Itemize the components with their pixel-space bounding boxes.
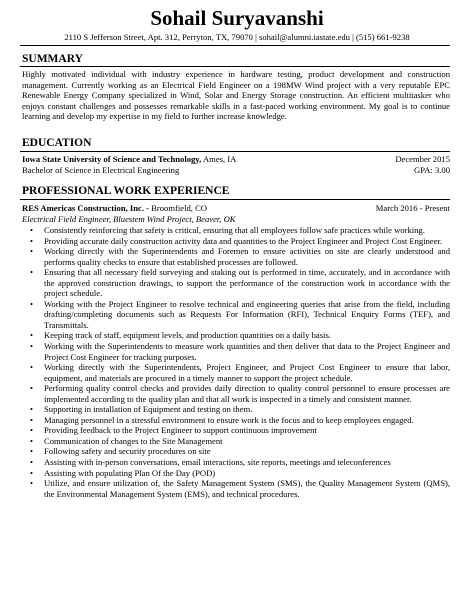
bullet-text: Performing quality control checks and provides daily direction to quality control personnel to ensure processes are implemented according to the quality plan and that all work is inspected in a timely and consistent manner. (44, 383, 450, 404)
summary-text: Highly motivated individual with industry experience in hardware testing, product development and construction management. Currently working as an Electrical Field Engineer on a 198MW Wind project with a very reputable EPC Renewable Energy Company specialized in Wind, Solar and Energy Storage construction. An efficient multitasker who enjoys constant challenges and possesses remarkable skills in a fast-paced working environment. My goal is to continue learning and develop my expertise in my field to further increase knowledge. (22, 69, 450, 122)
degree: Bachelor of Science in Electrical Engineering (22, 165, 180, 175)
gpa: GPA: 3.00 (414, 165, 450, 175)
candidate-name: Sohail Suryavanshi (150, 6, 324, 30)
bullet-icon: • (30, 457, 34, 468)
bullet-text: Managing personnel in a stressful environment to ensure work is the focus and to keep employees engaged. (44, 414, 414, 425)
bullet-text: Working with the Superintendents to measure work quantities and then deliver that data to the Project Engineer and Project Cost Engineer for tracking purposes. (44, 341, 450, 362)
bullet-icon: • (30, 383, 34, 394)
experience-bullet (22, 246, 450, 267)
header-divider (20, 45, 450, 46)
bullet-text: Consistently reinforcing that safety is critical, ensuring that all employees follow safe practices while working. (44, 225, 425, 235)
experience-bullet (22, 425, 450, 436)
bullet-text: Working with the Project Engineer to resolve technical and engineering queries that arise from the field, including drafting/completing documents such as Requests For Information (RFI), Technical Enquiry Forms (TEF), and Transmittals. (44, 298, 450, 330)
bullet-icon: • (30, 341, 34, 352)
education-divider (20, 151, 450, 152)
experience-bullet (22, 415, 450, 426)
experience-bullets (22, 225, 450, 499)
bullet-text: Utilize, and ensure utilization of, the Safety Management System (SMS), the Quality Management System (QMS), the Environmental Management System (EMS), and technical procedures. (44, 478, 450, 499)
bullet-text: Working directly with the Superintendents, Project Engineer, and Project Cost Engineer to ensure that labor, equipment, and materials are procured in a timely manner to support the project schedule. (44, 362, 450, 383)
experience-bullet (22, 457, 450, 468)
education-heading: EDUCATION (22, 137, 92, 149)
education-school-row (22, 154, 450, 165)
experience-bullet (22, 478, 450, 499)
experience-bullet (22, 299, 450, 331)
employer-location: Broomfield, CO (149, 203, 208, 213)
bullet-icon: • (30, 225, 34, 235)
experience-bullet (22, 446, 450, 457)
bullet-text: Providing feedback to the Project Engineer to support continuous improvement (44, 425, 317, 436)
contact-line: 2110 S Jefferson Street, Apt. 312, Perryton, TX, 79070 | sohail@alumni.iastate.edu | (515) 661-9238 (64, 32, 410, 42)
bullet-icon: • (30, 235, 34, 246)
experience-heading: PROFESSIONAL WORK EXPERIENCE (22, 185, 230, 197)
school-location: Ames, IA (201, 154, 237, 164)
bullet-text: Providing accurate daily construction activity data and quantities to the Project Engineer and Project Cost Engineer. (44, 235, 443, 246)
experience-bullet (22, 404, 450, 415)
education-degree-row (22, 165, 450, 176)
job-title: Electrical Field Engineer, Bluestem Wind Project, Beaver, OK (22, 214, 236, 224)
graduation-date: December 2015 (395, 154, 450, 164)
bullet-icon: • (30, 404, 34, 415)
bullet-icon: • (30, 446, 34, 457)
employer-name: RES Americas Construction, Inc. - (22, 203, 149, 213)
bullet-text: Ensuring that all necessary field surveying and staking out is performed in time, accurately, and in accordance with the approved construction drawings, to support the performance of the construction work in accordance with the project schedule. (44, 267, 450, 299)
experience-bullet (22, 341, 450, 362)
bullet-icon: • (30, 246, 34, 257)
experience-bullet (22, 236, 450, 247)
employer-row (22, 203, 450, 214)
bullet-icon: • (30, 362, 34, 373)
experience-divider (20, 199, 450, 200)
experience-bullet (22, 267, 450, 299)
experience-bullet (22, 225, 450, 236)
summary-heading: SUMMARY (22, 53, 83, 65)
bullet-icon: • (30, 425, 34, 436)
experience-bullet (22, 436, 450, 447)
bullet-text: Assisting with in-person conversations, email interactions, site reports, meetings and teleconferences (44, 457, 391, 468)
bullet-text: Keeping track of staff, equipment levels, and production quantities on a daily basis. (44, 330, 331, 341)
bullet-icon: • (30, 467, 34, 478)
bullet-text: Supporting in installation of Equipment and testing on them. (44, 404, 253, 415)
summary-divider (20, 66, 450, 67)
experience-bullet (22, 330, 450, 341)
bullet-icon: • (30, 414, 34, 425)
experience-bullet (22, 362, 450, 383)
bullet-text: Following safety and security procedures on site (44, 446, 211, 457)
bullet-icon: • (30, 298, 34, 309)
experience-bullet (22, 383, 450, 404)
bullet-icon: • (30, 435, 34, 446)
bullet-icon: • (30, 330, 34, 341)
school-name: Iowa State University of Science and Technology, (22, 154, 202, 164)
bullet-text: Working directly with the Superintendents and Foremen to ensure activities on site are clearly understood and performs quality checks to ensure that established processes are followed. (44, 246, 450, 267)
experience-bullet (22, 468, 450, 479)
bullet-icon: • (30, 267, 34, 278)
bullet-text: Communication of changes to the Site Management (44, 435, 223, 446)
bullet-icon: • (30, 478, 34, 489)
employment-dates: March 2016 - Present (375, 203, 450, 213)
bullet-text: Assisting with populating Plan Of the Day (POD) (44, 467, 216, 478)
